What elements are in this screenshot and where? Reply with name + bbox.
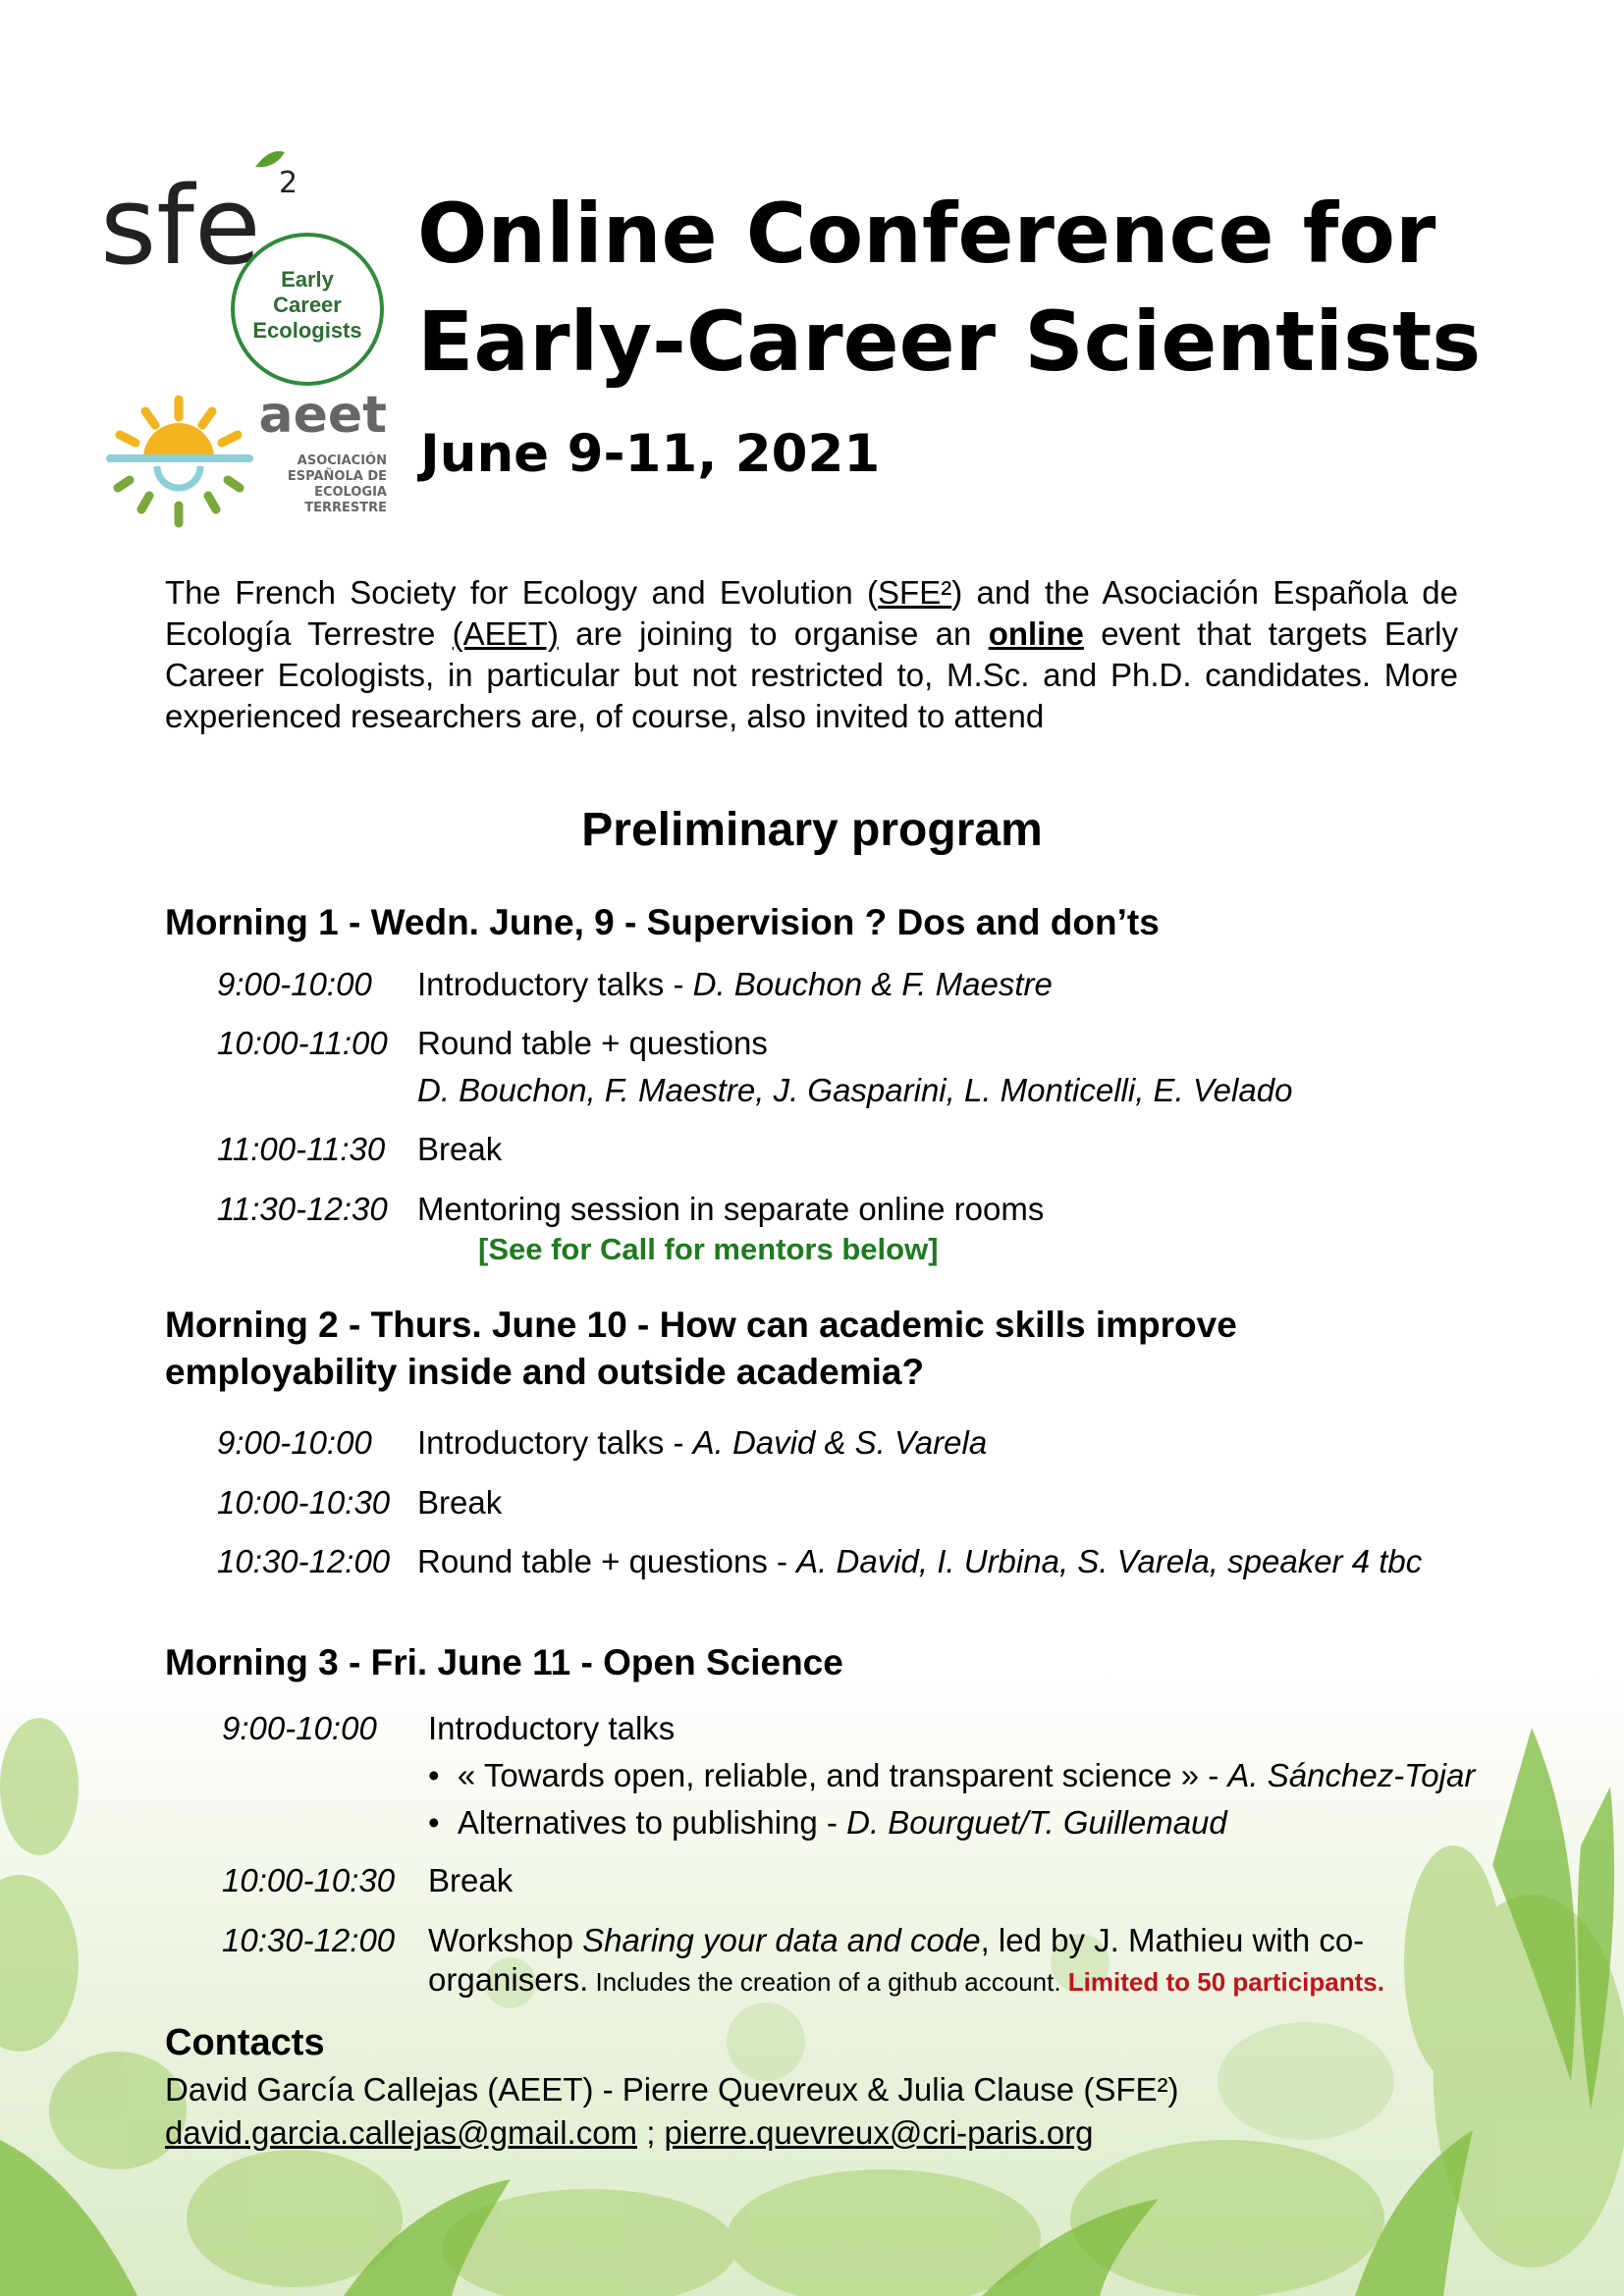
- sfe-badge-line3: Ecologists: [252, 318, 362, 343]
- workshop-title: Sharing your data and code: [582, 1922, 981, 1958]
- contacts-names: David García Callejas (AEET) - Pierre Quevreux & Julia Clause (SFE²): [165, 2071, 1179, 2108]
- morning1-heading: Morning 1 - Wedn. June, 9 - Supervision ? Dos and don’ts: [165, 902, 1160, 942]
- aeet-sub4: TERRESTRE: [304, 501, 387, 515]
- morning3-time-2: 10:00-10:30: [222, 1862, 396, 1898]
- morning3-heading: Morning 3 - Fri. June 11 - Open Science: [165, 1642, 843, 1682]
- bullet-text: Alternatives to publishing -: [457, 1804, 847, 1841]
- item-text: , led by J. Mathieu with co-: [980, 1922, 1365, 1958]
- morning3-item-3-line2: [428, 1959, 1384, 2002]
- online-emphasis: online: [988, 615, 1084, 652]
- morning1-time-3: 11:00-11:30: [217, 1131, 386, 1167]
- morning3-time-1: 9:00-10:00: [222, 1710, 377, 1746]
- bullet-speakers: A. Sánchez-Tojar: [1227, 1757, 1476, 1793]
- morning2-item-2: Break: [417, 1484, 503, 1521]
- sfe2-logo: [98, 147, 393, 388]
- aeet-link[interactable]: (AEET): [452, 615, 559, 652]
- morning2-time-2: 10:00-10:30: [217, 1484, 391, 1521]
- morning1-item-3: Break: [417, 1131, 503, 1167]
- sfe-logo-sup: 2: [279, 166, 298, 200]
- morning2-heading-line2: employability inside and outside academia?: [165, 1352, 925, 1392]
- github-note: Includes the creation of a github account.: [588, 1967, 1068, 1997]
- morning1-time-2: 10:00-11:00: [217, 1025, 388, 1061]
- call-for-mentors-note: [See for Call for mentors below]: [478, 1232, 939, 1266]
- aeet-sub2: ESPAÑOLA DE: [287, 469, 387, 484]
- item-speakers: D. Bouchon & F. Maestre: [692, 966, 1053, 1002]
- event-date: June 9-11, 2021: [420, 424, 881, 484]
- morning3-item-1: Introductory talks: [428, 1710, 676, 1746]
- aeet-sub1: ASOCIACIÓN: [297, 454, 387, 468]
- item-speakers: A. David & S. Varela: [692, 1424, 988, 1461]
- item-text: Workshop: [428, 1922, 583, 1958]
- item-speakers: A. David, I. Urbina, S. Varela, speaker 4 tbc: [796, 1543, 1423, 1579]
- intro-text-3: are joining to organise an: [558, 615, 989, 652]
- item-text: Introductory talks -: [417, 1424, 693, 1461]
- page-title-line1: Online Conference for: [417, 186, 1436, 282]
- intro-text-4: event that targets Early Career Ecologists, in particular but not restricted to, M.Sc. and Ph.D. candidates. More experienced researchers are, of course, also invited to attend: [165, 615, 1459, 734]
- contacts-emails: [165, 2112, 1094, 2154]
- aeet-logo: [98, 388, 393, 535]
- item-text: Introductory talks -: [417, 966, 693, 1002]
- item-text: organisers.: [428, 1961, 589, 1998]
- morning1-item-1: [417, 964, 1053, 1005]
- morning3-item-3-line1: [428, 1920, 1364, 1961]
- sfe-badge-line1: Early: [281, 267, 334, 292]
- morning1-item-2: Round table + questions: [417, 1025, 768, 1061]
- morning3-bullet-1: • « Towards open, reliable, and transparent science » - A. Sánchez-Tojar: [428, 1757, 1476, 1793]
- intro-text-1: The French Society for Ecology and Evolution (: [165, 574, 879, 611]
- morning2-item-3: [417, 1541, 1422, 1582]
- morning3-bullet-2: • Alternatives to publishing - D. Bourguet/T. Guillemaud: [428, 1804, 1227, 1841]
- sfe-link[interactable]: SFE²: [878, 574, 952, 611]
- sun-icon: [106, 400, 253, 523]
- bullet-text: « Towards open, reliable, and transparent science » -: [457, 1757, 1228, 1793]
- morning2-item-1: [417, 1422, 987, 1464]
- morning3-time-3: 10:30-12:00: [222, 1922, 396, 1958]
- sfe-badge-line2: Career: [273, 293, 342, 317]
- aeet-sub3: ECOLOGIA: [314, 485, 387, 500]
- morning2-time-3: 10:30-12:00: [217, 1543, 391, 1579]
- participants-limit: Limited to 50 participants.: [1067, 1967, 1384, 1997]
- morning2-time-1: 9:00-10:00: [217, 1424, 372, 1461]
- morning1-item-4: Mentoring session in separate online rooms: [417, 1191, 1045, 1227]
- intro-text-2: ) and the Asociación Española de Ecología Terrestre: [165, 574, 1459, 652]
- intro-paragraph: [165, 572, 1458, 737]
- page-title-line2: Early-Career Scientists: [417, 294, 1482, 390]
- morning1-item-2-speakers: D. Bouchon, F. Maestre, J. Gasparini, L. Monticelli, E. Velado: [417, 1072, 1293, 1108]
- morning1-time-1: 9:00-10:00: [217, 966, 372, 1002]
- contacts-title: Contacts: [165, 2022, 325, 2063]
- bullet-speakers: D. Bourguet/T. Guillemaud: [846, 1804, 1227, 1841]
- email-link-pierre[interactable]: pierre.quevreux@cri-paris.org: [664, 2114, 1094, 2151]
- sfe-logo-text: sfe: [100, 163, 261, 289]
- email-link-david[interactable]: david.garcia.callejas@gmail.com: [165, 2114, 638, 2151]
- morning2-heading-line1: Morning 2 - Thurs. June 10 - How can academic skills improve: [165, 1305, 1237, 1345]
- email-separator: ;: [637, 2114, 665, 2151]
- aeet-logo-text: aeet: [258, 388, 387, 445]
- item-text: Round table + questions -: [417, 1543, 797, 1579]
- morning3-item-2: Break: [428, 1862, 514, 1898]
- program-title: Preliminary program: [581, 804, 1043, 856]
- morning1-time-4: 11:30-12:30: [217, 1191, 388, 1227]
